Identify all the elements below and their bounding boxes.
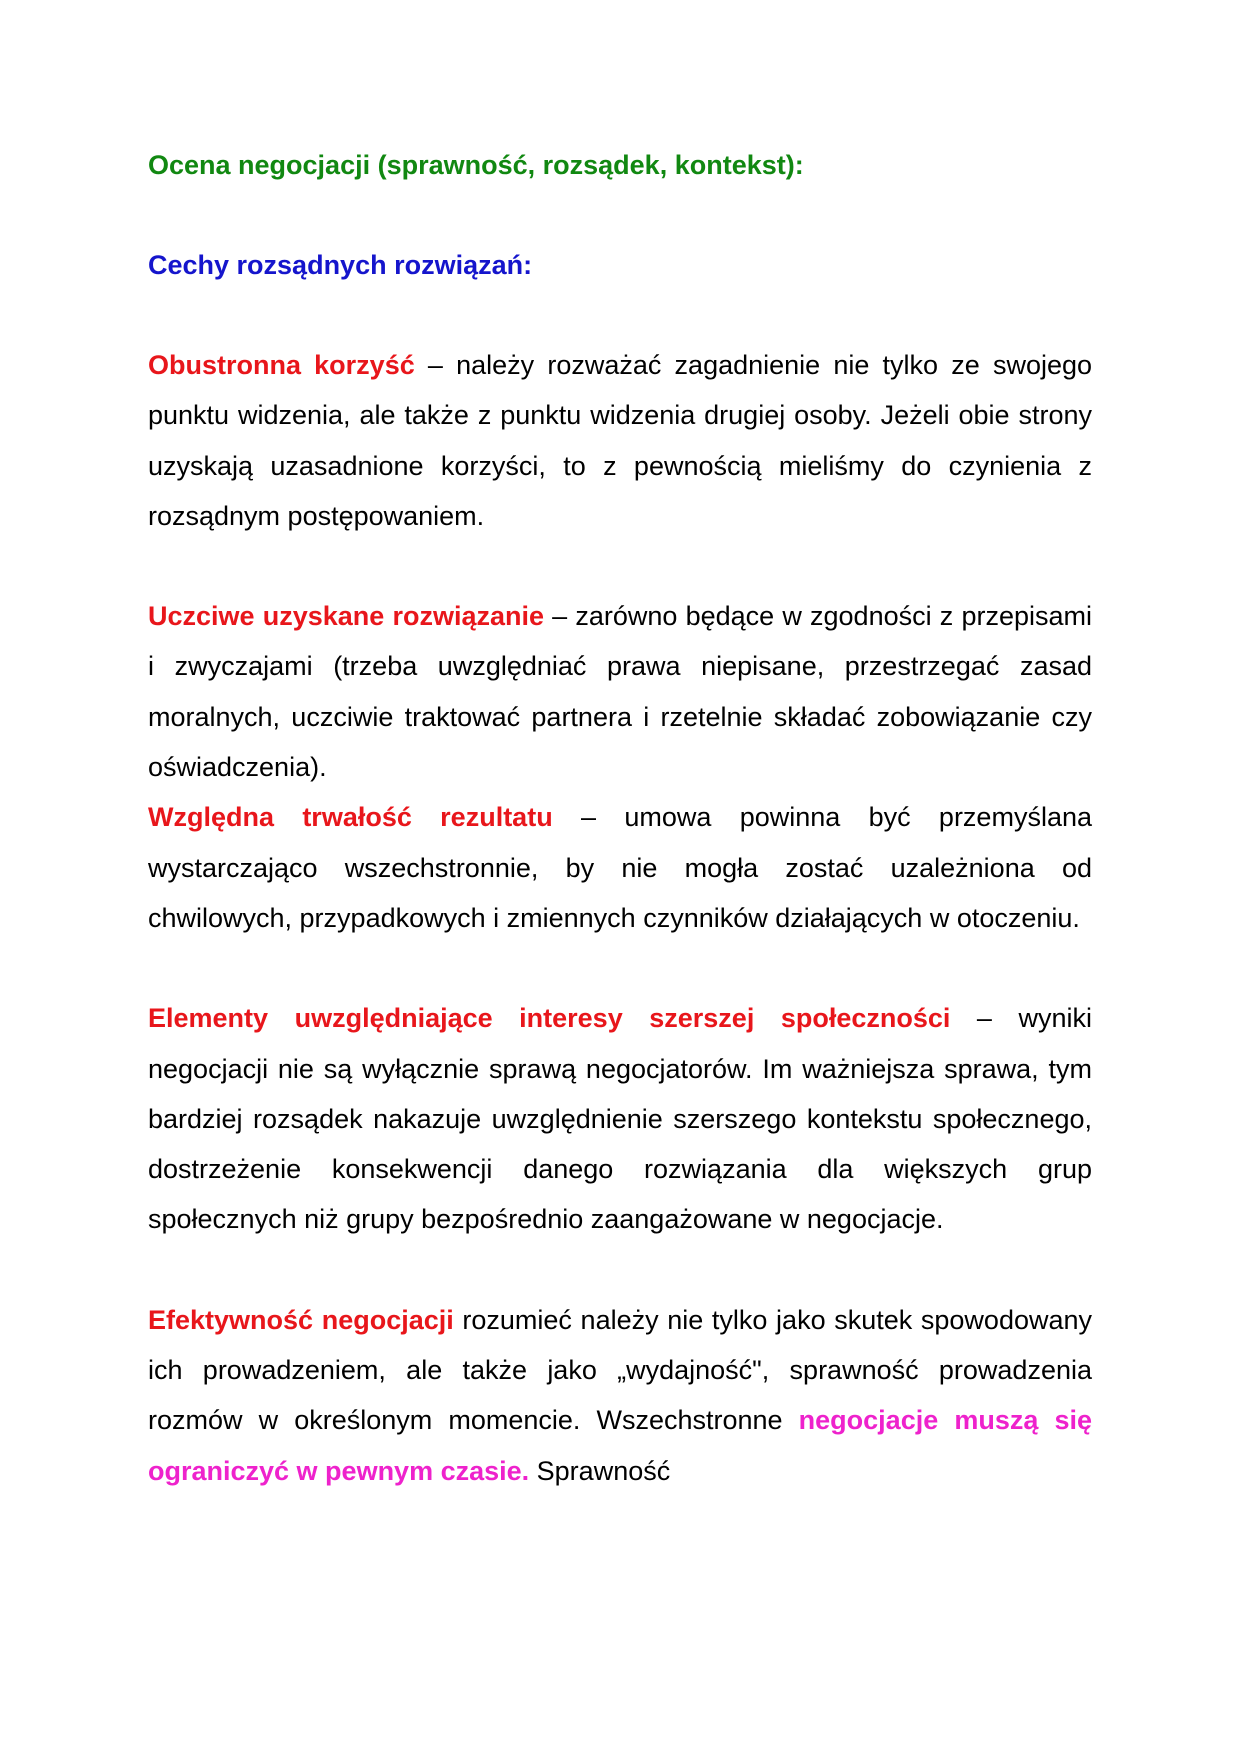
term-obustronna-korzysc: Obustronna korzyść bbox=[148, 350, 415, 380]
paragraph-obustronna-korzysc bbox=[148, 340, 1092, 541]
highlighted-phrase: negocjacje muszą się ograniczyć w pewnym czasie. bbox=[148, 1405, 1092, 1486]
paragraph-efektywnosc-negocjacji bbox=[148, 1295, 1092, 1496]
paragraph-interesy-spolecznosci bbox=[148, 993, 1092, 1244]
paragraph-text: – należy rozważać zagadnienie nie tylko ze swojego punktu widzenia, ale także z punktu widzenia drugiej osoby. Jeżeli obie strony uzyskają uzasadnione korzyści, to z pewnością mieliśmy do czynienia z rozsądnym postępowaniem. bbox=[148, 350, 1093, 531]
paragraph-text: rozumieć należy nie tylko jako skutek spowodowany ich prowadzeniem, ale także jako „wydajność", sprawność prowadzenia rozmów w określonym momencie. Wszechstronne bbox=[148, 1304, 1093, 1436]
term-interesy-spolecznosci: Elementy uwzględniające interesy szerszej społeczności bbox=[148, 1003, 951, 1034]
paragraph-uczciwe-rozwiazanie bbox=[148, 591, 1092, 792]
document-title: Ocena negocjacji (sprawność, rozsądek, kontekst): bbox=[148, 150, 804, 180]
paragraph-text: – wyniki negocjacji nie są wyłącznie sprawą negocjatorów. Im ważniejsza sprawa, tym bardziej rozsądek nakazuje uwzględnienie szerszego kontekstu społecznego, dostrzeżenie konsekwencji danego rozwiązania dla większych grup społecznych niż grupy bezpośrednio zaangażowane w negocjacje. bbox=[148, 1003, 1092, 1235]
term-trwalosc-rezultatu: Względna trwałość rezultatu bbox=[148, 802, 553, 833]
paragraph-text: – zarówno będące w zgodności z przepisami i zwyczajami (trzeba uwzględniać prawa niepisane, przestrzegać zasad moralnych, uczciwie traktować partnera i rzetelnie składać zobowiązanie czy oświadczenia). bbox=[148, 601, 1092, 783]
paragraph-tail: Sprawność bbox=[529, 1455, 671, 1486]
term-uczciwe-rozwiazanie: Uczciwe uzyskane rozwiązanie bbox=[148, 601, 545, 632]
document-page bbox=[148, 140, 1092, 1496]
document-subtitle: Cechy rozsądnych rozwiązań: bbox=[148, 250, 533, 280]
paragraph-trwalosc-rezultatu bbox=[148, 792, 1092, 943]
term-efektywnosc-negocjacji: Efektywność negocjacji bbox=[148, 1304, 454, 1335]
paragraph-text: – umowa powinna być przemyślana wystarczająco wszechstronnie, by nie mogła zostać uzależniona od chwilowych, przypadkowych i zmiennych czynników działających w otoczeniu. bbox=[148, 802, 1092, 933]
